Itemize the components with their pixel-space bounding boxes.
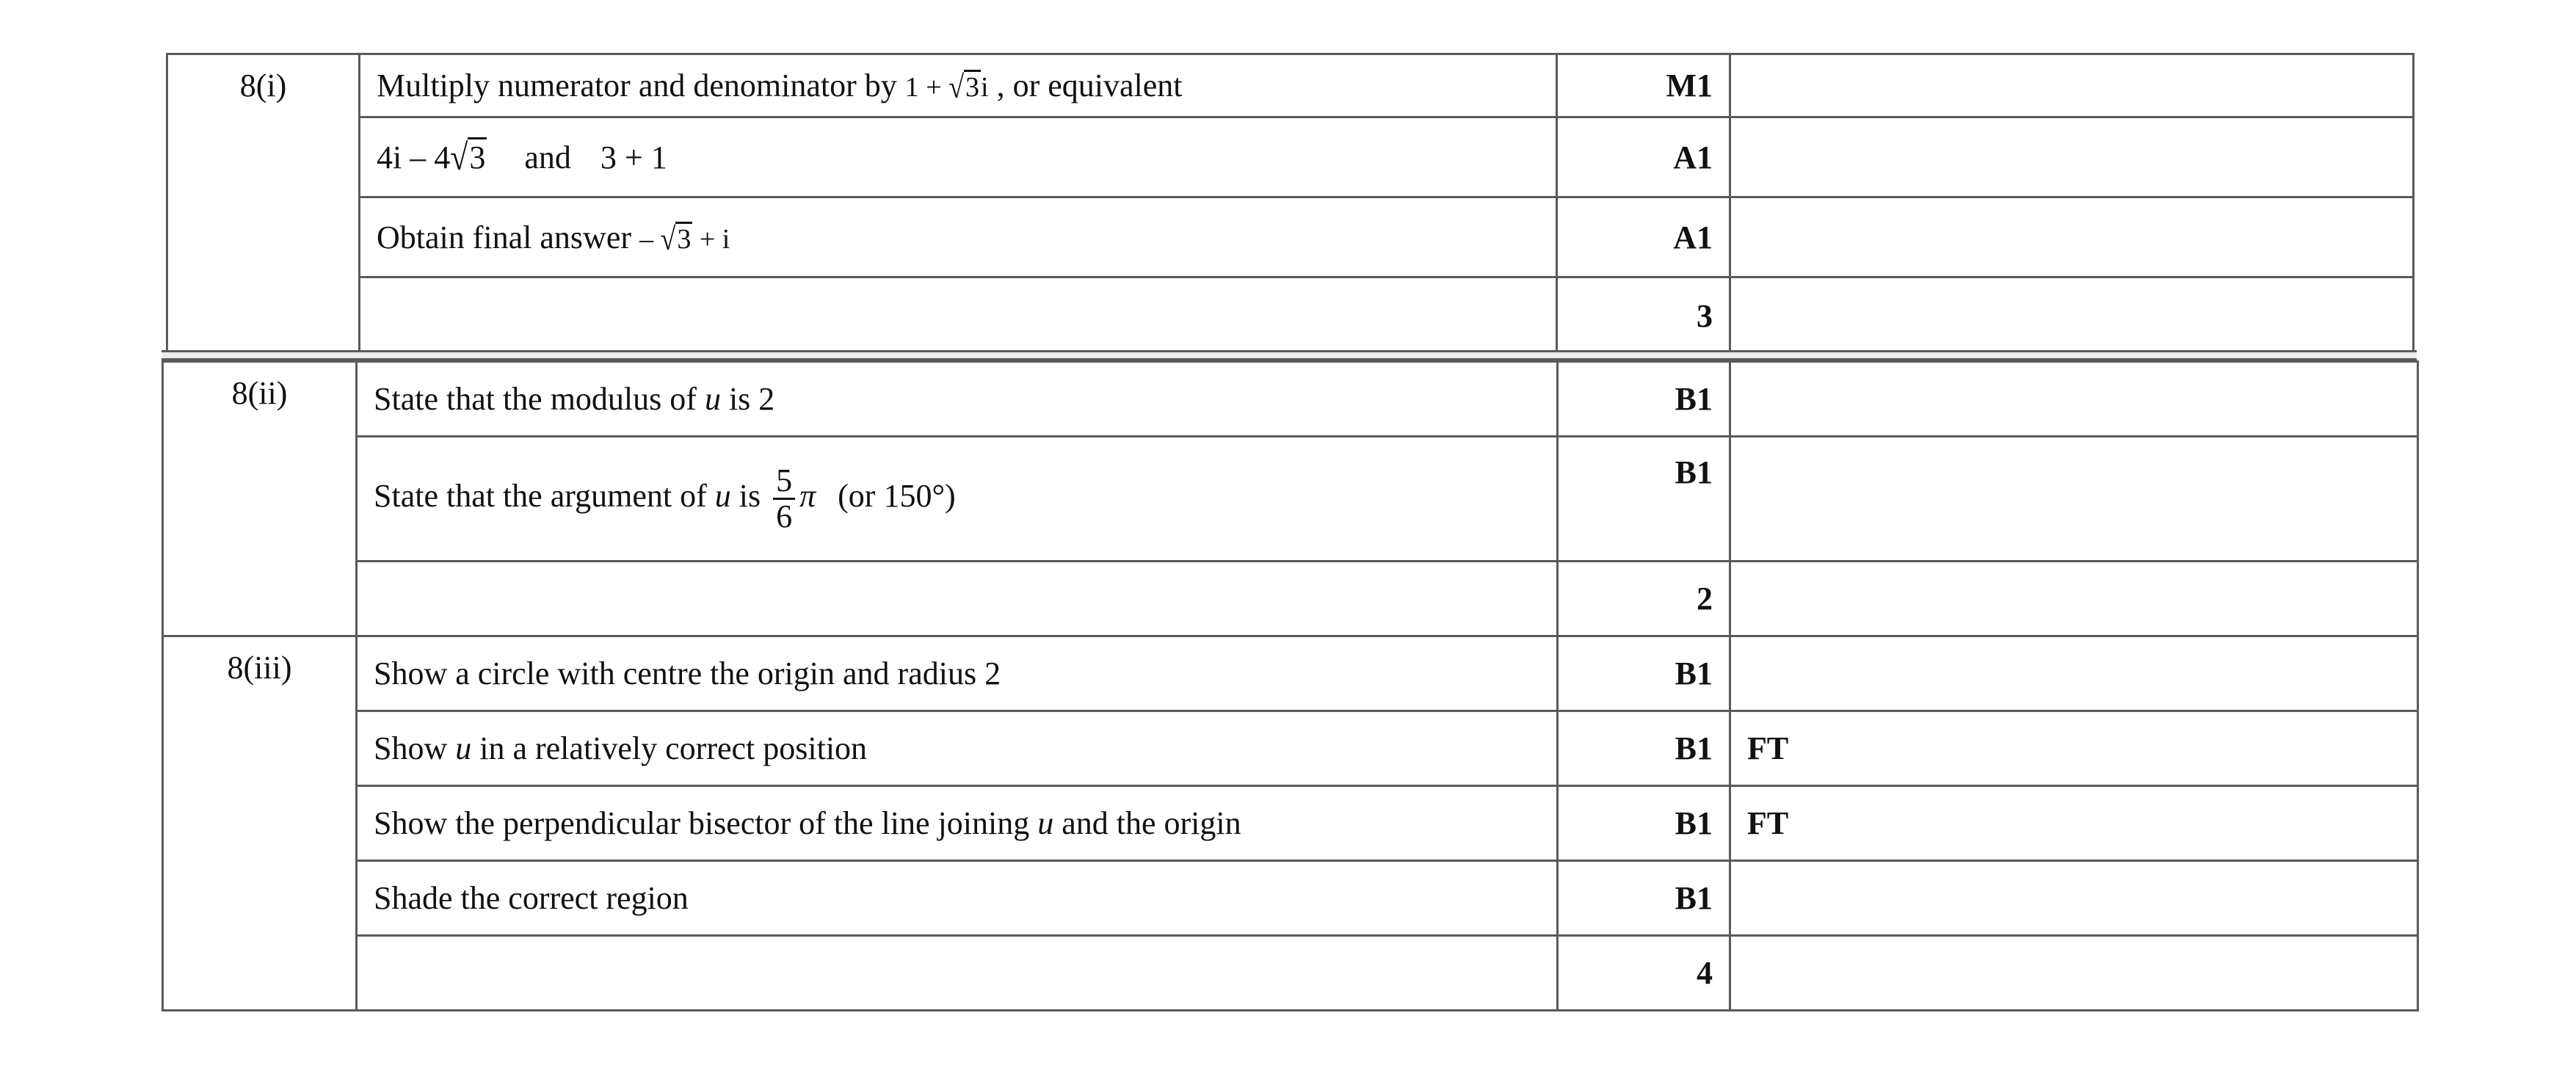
question-number xyxy=(163,362,357,636)
answer-cell xyxy=(357,711,1558,786)
table-row xyxy=(163,636,2418,711)
guidance-cell xyxy=(1730,54,2414,117)
answer-text: Obtain final answer xyxy=(377,219,639,255)
variable-u: u xyxy=(704,381,721,417)
table-row xyxy=(163,936,2418,1011)
table-separator xyxy=(162,350,2417,360)
question-label: 8(iii) xyxy=(227,650,292,686)
answer-text: and xyxy=(524,139,571,175)
math-term: 1 + xyxy=(904,72,949,103)
answer-text: State that the argument of xyxy=(374,477,715,514)
answer-cell: Show a circle with centre the origin and radius 2 xyxy=(357,636,1558,711)
answer-cell xyxy=(357,362,1558,437)
mark-cell: A1 xyxy=(1557,117,1730,197)
math-term: i xyxy=(981,72,989,103)
guidance-cell: FT xyxy=(1730,711,2418,786)
answer-text: is 2 xyxy=(720,381,775,417)
square-root: √3 xyxy=(660,221,692,257)
mark-cell xyxy=(1558,437,1730,562)
answer-cell xyxy=(360,197,1557,277)
answer-text: Show the perpendicular bisector of the line joining xyxy=(374,805,1038,841)
square-root: √3 xyxy=(450,136,486,178)
table-8i xyxy=(166,53,2414,355)
table-row xyxy=(167,197,2414,277)
math-expression xyxy=(904,69,989,106)
answer-text: Show xyxy=(374,730,456,766)
answer-cell xyxy=(360,54,1557,117)
mark-cell: B1 xyxy=(1558,861,1730,936)
variable-u: u xyxy=(1037,805,1054,841)
table-8ii-8iii xyxy=(162,360,2419,1011)
math-term: 3 + 1 xyxy=(600,139,667,175)
table-row xyxy=(167,117,2414,197)
table-row xyxy=(167,277,2414,355)
guidance-cell xyxy=(1730,562,2418,636)
mark-cell: M1 xyxy=(1557,54,1730,117)
guidance-cell xyxy=(1730,861,2418,936)
math-term: – xyxy=(639,223,661,255)
mark-cell: A1 xyxy=(1557,197,1730,277)
question-label: 8(i) xyxy=(239,68,287,103)
answer-text: and the origin xyxy=(1053,805,1241,841)
guidance-cell xyxy=(1730,197,2414,277)
answer-text: in a relatively correct position xyxy=(471,730,868,766)
answer-cell xyxy=(360,117,1557,197)
fraction xyxy=(773,464,795,534)
guidance-cell xyxy=(1730,277,2414,355)
table-row xyxy=(163,562,2418,636)
guidance-cell xyxy=(1730,636,2418,711)
guidance-cell xyxy=(1730,936,2418,1011)
pi-symbol: π xyxy=(799,477,816,514)
table-row xyxy=(167,54,2414,117)
guidance-cell xyxy=(1730,362,2418,437)
fraction-denominator: 6 xyxy=(776,498,793,534)
fraction-numerator: 5 xyxy=(773,464,795,500)
guidance-cell xyxy=(1730,117,2414,197)
answer-text: Multiply numerator and denominator by xyxy=(377,68,905,103)
answer-cell xyxy=(357,437,1558,562)
total-mark-cell: 4 xyxy=(1558,936,1730,1011)
guidance-cell: FT xyxy=(1730,786,2418,861)
answer-cell xyxy=(357,562,1558,636)
square-root: √3 xyxy=(948,69,980,106)
table-row xyxy=(163,437,2418,562)
table-row xyxy=(163,362,2418,437)
table-row xyxy=(163,711,2418,786)
variable-u: u xyxy=(714,477,731,514)
math-expression xyxy=(639,221,730,257)
variable-u: u xyxy=(455,730,472,766)
math-term: + i xyxy=(692,223,730,255)
mark-value: B1 xyxy=(1675,454,1713,490)
total-mark-cell: 2 xyxy=(1558,562,1730,636)
answer-cell xyxy=(360,277,1557,355)
answer-text: State that the modulus of xyxy=(374,381,705,417)
table-row xyxy=(163,786,2418,861)
answer-cell: Shade the correct region xyxy=(357,861,1558,936)
answer-text: , or equivalent xyxy=(988,68,1183,103)
radicand: 3 xyxy=(468,137,487,175)
answer-cell xyxy=(357,936,1558,1011)
question-number xyxy=(163,636,357,1011)
total-mark-cell: 3 xyxy=(1557,277,1730,355)
mark-cell: B1 xyxy=(1558,362,1730,437)
answer-cell xyxy=(357,786,1558,861)
radicand: 3 xyxy=(675,222,692,255)
mark-cell: B1 xyxy=(1558,636,1730,711)
mark-cell: B1 xyxy=(1558,786,1730,861)
radicand: 3 xyxy=(964,70,981,103)
mark-cell: B1 xyxy=(1558,711,1730,786)
question-number xyxy=(167,54,360,355)
math-term: 4i – 4 xyxy=(377,139,451,175)
guidance-cell xyxy=(1730,437,2418,562)
question-label: 8(ii) xyxy=(231,375,288,411)
answer-text: (or 150°) xyxy=(838,477,956,514)
table-row xyxy=(163,861,2418,936)
answer-text: is xyxy=(730,477,769,514)
